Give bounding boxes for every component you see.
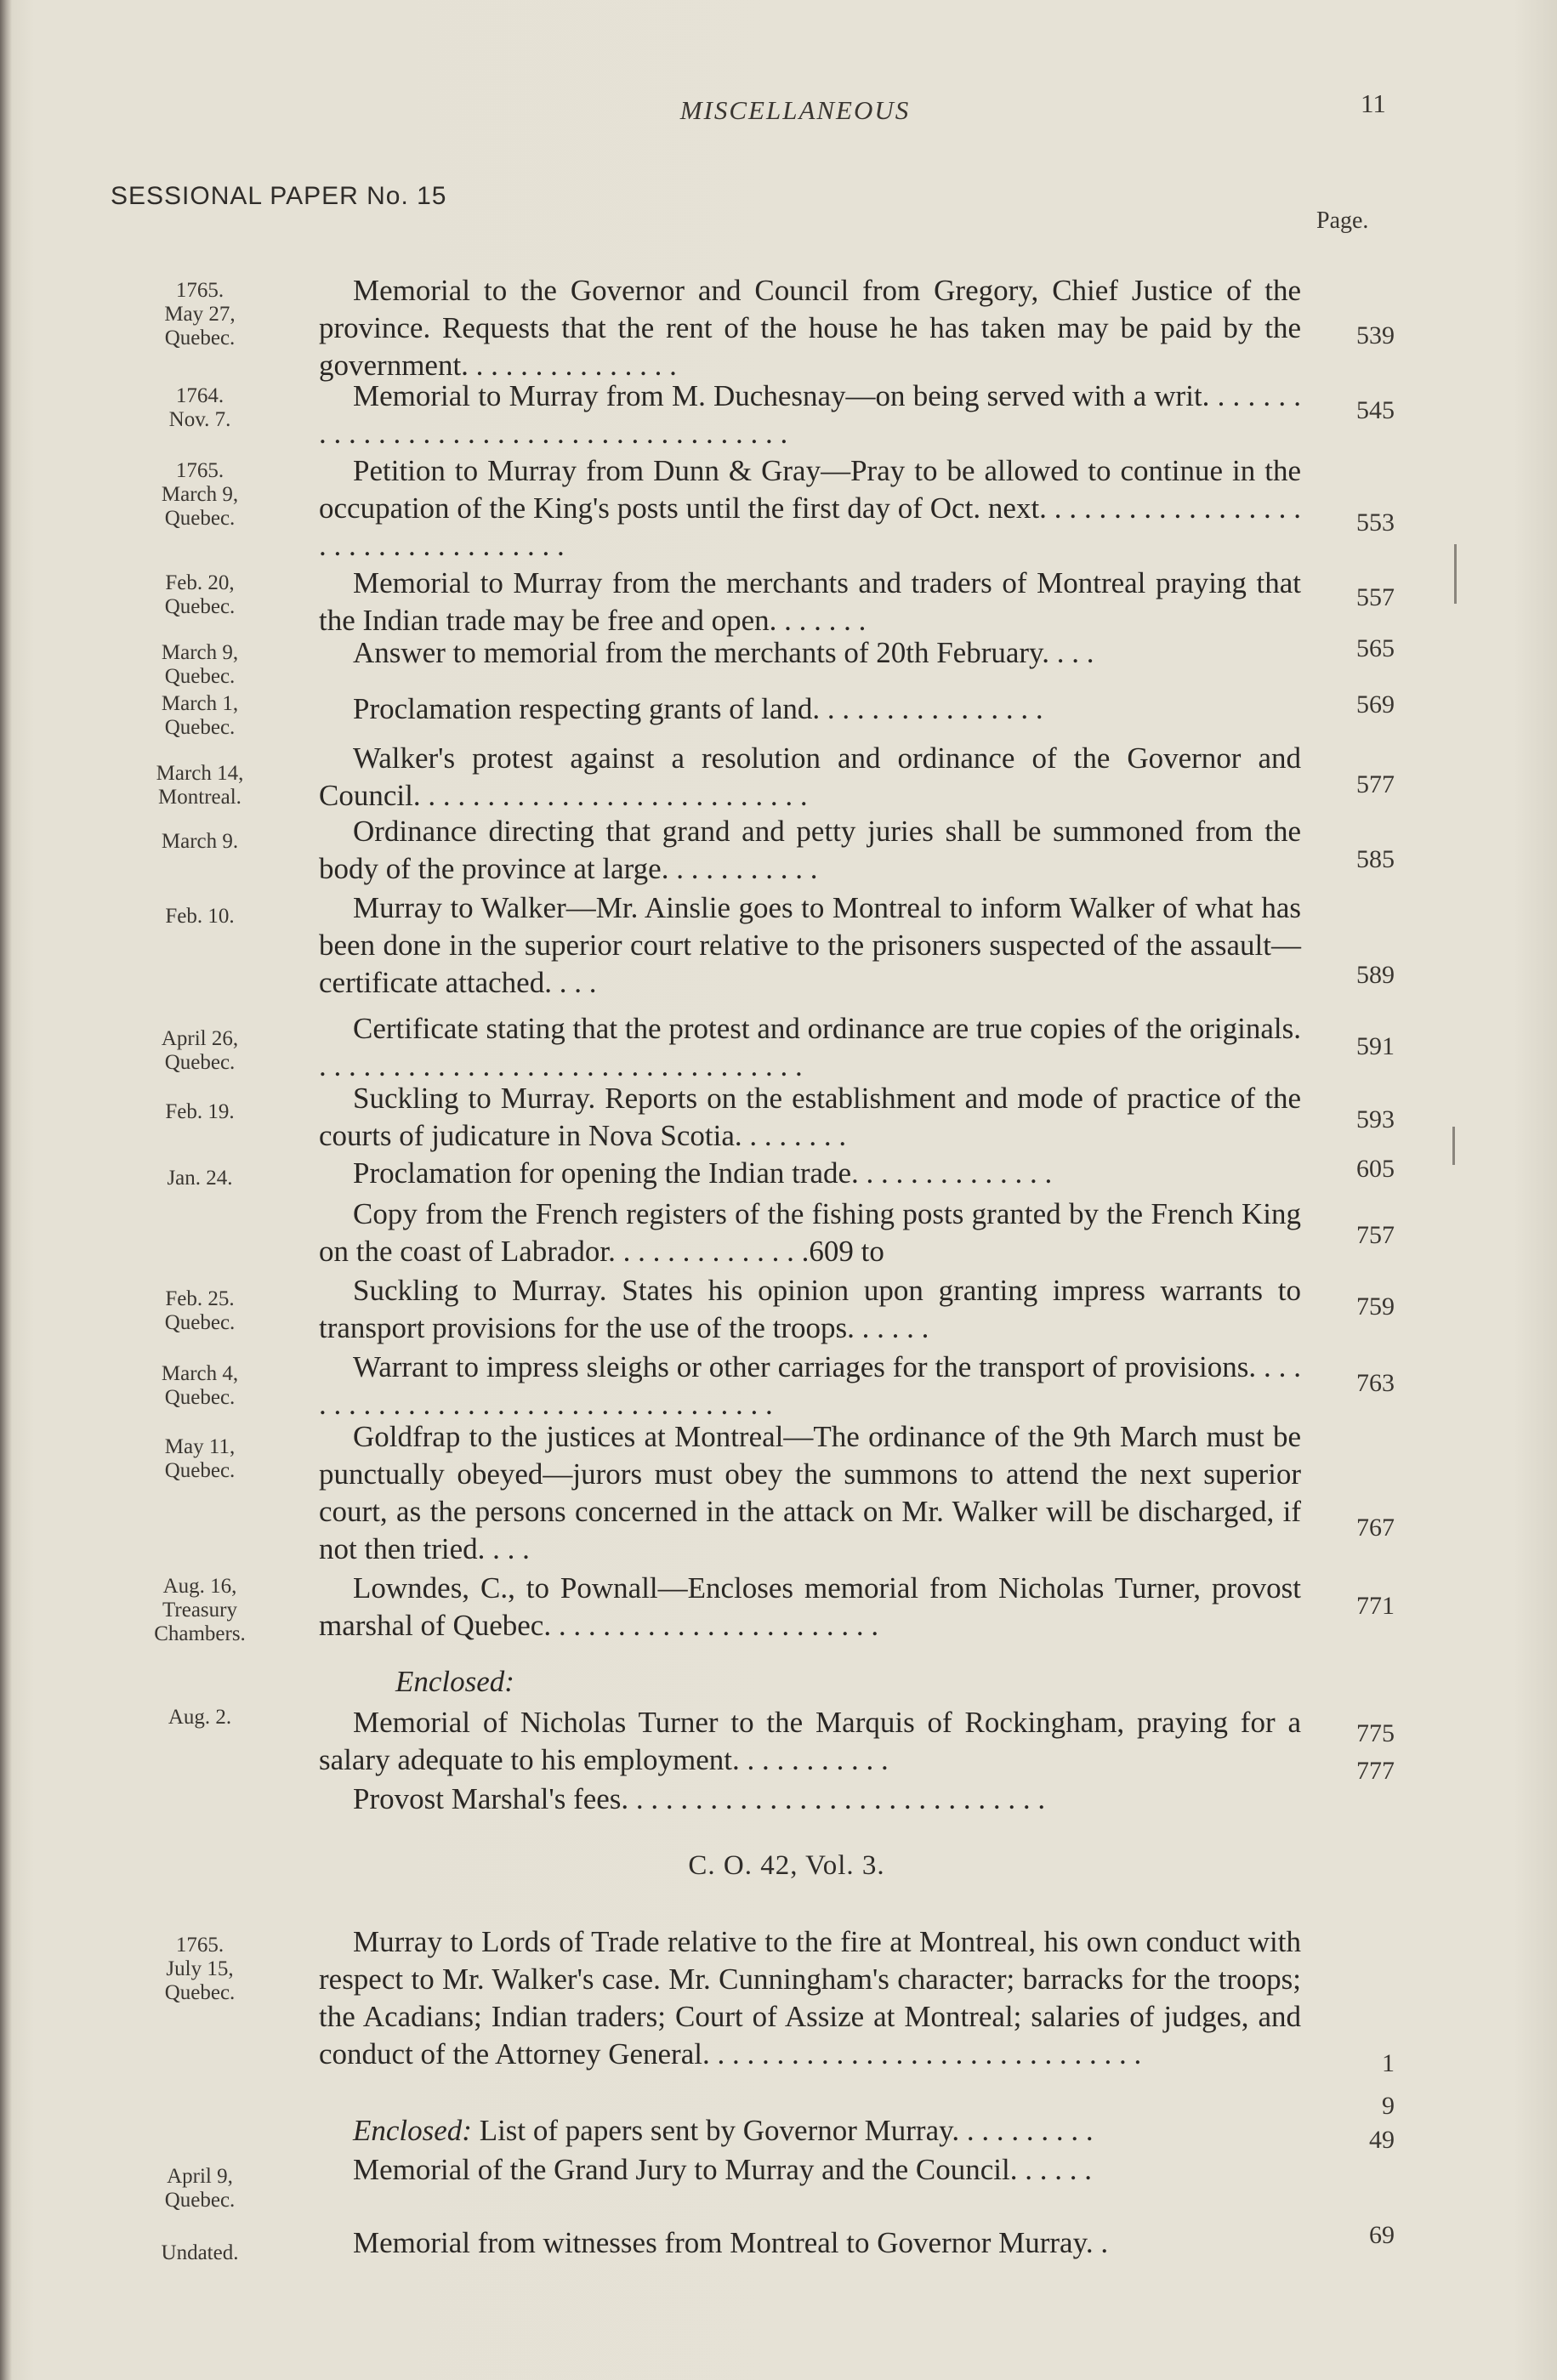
entry-page: 591 <box>1356 1032 1395 1060</box>
entry-page: 553 <box>1356 508 1395 537</box>
entry-description: Answer to memorial from the merchants of 20th February. . . . <box>353 636 1094 669</box>
entry-date: Feb. 20, Quebec. <box>164 571 236 618</box>
entry-date: March 1, Quebec. <box>161 692 239 739</box>
entry-date: March 9, Quebec. <box>161 641 239 688</box>
entry-description: Murray to Walker—Mr. Ainslie goes to Montreal to inform Walker of what has been done in the superior court relative to the prisoners suspected of the assault—certificate attached. . . . <box>319 891 1301 999</box>
entry-page: 605 <box>1356 1155 1395 1183</box>
entry-description: Memorial to Murray from the merchants and traders of Montreal praying that the Indian trade may be free and open. . . . . . . <box>319 566 1301 637</box>
entry-date: Feb. 19. <box>165 1100 235 1123</box>
entry-date: Jan. 24. <box>167 1167 233 1190</box>
entry-page: 757 <box>1356 1221 1395 1249</box>
entry-description: Proclamation for opening the Indian trade. . . . . . . . . . . . . . <box>353 1156 1053 1190</box>
entry-description: Copy from the French registers of the fishing posts granted by the French King on the coast of Labrador. . . . . . . . . . . . . .609 to <box>319 1197 1301 1268</box>
entry-date: March 14, Montreal. <box>156 762 244 809</box>
entry-page: 577 <box>1356 770 1395 798</box>
enclosed-heading: Enclosed: <box>395 1665 514 1698</box>
entry-description: Proclamation respecting grants of land. . . . . . . . . . . . . . . . <box>353 692 1043 725</box>
entry-description: Provost Marshal's fees. . . . . . . . . . . . . . . . . . . . . . . . . . . . . <box>353 1782 1046 1815</box>
entry-text: Murray to Lords of Trade relative to the fire at Montreal, his own conduct with respect to Mr. Walker's case. Mr. Cunningham's character; barracks for the troops; the Acadians; Indian traders; Court of Assize at Montreal; salaries of judges, and conduct of the Attorney General. . . . . . . . . . . . . . . . . . . . . . . . . . . . . . <box>319 1925 1301 2070</box>
entry-date: Aug. 16, Treasury Chambers. <box>154 1575 246 1645</box>
entry-page: 9 <box>1382 2092 1395 2120</box>
margin-pencil-mark <box>1454 544 1457 604</box>
entry-text: List of papers sent by Governor Murray. . . . . . . . . . <box>471 2114 1094 2147</box>
entry-page: 49 <box>1369 2126 1395 2154</box>
entry-date: 1764. Nov. 7. <box>168 384 231 431</box>
entry-date: 1765. May 27, Quebec. <box>164 279 236 349</box>
entry-page: 777 <box>1356 1757 1395 1785</box>
sessional-paper-label: SESSIONAL PAPER No. 15 <box>111 182 447 210</box>
page-number: 11 <box>1361 88 1386 118</box>
entry-text: Memorial from witnesses from Montreal to Governor Murray. . <box>353 2226 1109 2259</box>
entry-date: Feb. 25. Quebec. <box>164 1287 236 1334</box>
entry-date: May 11, Quebec. <box>164 1435 236 1482</box>
entry-date: Undated. <box>161 2241 239 2264</box>
entry-description <box>319 2112 1301 2150</box>
entry-page: 1 <box>1382 2049 1395 2077</box>
entry-date: April 9, Quebec. <box>164 2165 236 2212</box>
entry-description <box>319 1923 1301 2073</box>
entry-page: 585 <box>1356 845 1395 873</box>
entry-page: 759 <box>1356 1292 1395 1321</box>
entry-date: 1765. July 15, Quebec. <box>164 1934 236 2004</box>
entry-description: Memorial of Nicholas Turner to the Marquis of Rockingham, praying for a salary adequate to his employment. . . . . . . . . . . <box>319 1706 1301 1776</box>
margin-pencil-mark <box>1452 1127 1455 1165</box>
entry-lead: Enclosed: <box>353 2114 472 2147</box>
entry-page: 545 <box>1356 396 1395 424</box>
entry-description: Memorial to Murray from M. Duchesnay—on being served with a writ. . . . . . . . . . . . . . . . . . . . . . . . . . . . . . . . . . . . . . . <box>319 379 1301 450</box>
page-binding-edge <box>0 0 12 2380</box>
entry-description: Lowndes, C., to Pownall—Encloses memorial from Nicholas Turner, provost marshal of Quebec. . . . . . . . . . . . . . . . . . . . . . . <box>319 1571 1301 1642</box>
entry-page: 763 <box>1356 1369 1395 1397</box>
entry-page: 69 <box>1369 2221 1395 2249</box>
entry-description: Ordinance directing that grand and petty juries shall be summoned from the body of the province at large. . . . . . . . . . . <box>319 815 1301 885</box>
entry-page: 775 <box>1356 1719 1395 1747</box>
entry-page: 593 <box>1356 1105 1395 1133</box>
entry-description: Memorial to the Governor and Council from Gregory, Chief Justice of the province. Requests that the rent of the house he has taken may be paid by the government. . . . . . . . . . . . . . . <box>319 274 1301 382</box>
page-column-heading: Page. <box>1316 207 1369 234</box>
section-heading: C. O. 42, Vol. 3. <box>688 1850 885 1881</box>
entry-page: 557 <box>1356 583 1395 611</box>
entry-date: April 26, Quebec. <box>161 1027 239 1074</box>
entry-page: 767 <box>1356 1514 1395 1542</box>
running-head: MISCELLANEOUS <box>679 95 911 125</box>
entry-date: 1765. March 9, Quebec. <box>161 459 239 530</box>
entry-description: Suckling to Murray. States his opinion upon granting impress warrants to transport provisions for the use of the troops. . . . . . <box>319 1274 1301 1344</box>
entry-page: 569 <box>1356 690 1395 719</box>
entry-date: Aug. 2. <box>168 1706 232 1729</box>
entry-description: Warrant to impress sleighs or other carriages for the transport of provisions. . . . . . . . . . . . . . . . . . . . . . . . . . . . . . . . . . . <box>319 1350 1301 1421</box>
entry-text: Memorial of the Grand Jury to Murray and the Council. . . . . . <box>353 2153 1092 2186</box>
entry-date: March 4, Quebec. <box>161 1362 239 1409</box>
entry-page: 565 <box>1356 634 1395 662</box>
entry-description: Petition to Murray from Dunn & Gray—Pray to be allowed to continue in the occupation of the King's posts until the first day of Oct. next. . . . . . . . . . . . . . . . . . . . . . . . . . . . . . . . . . . <box>319 454 1301 562</box>
entry-description: Certificate stating that the protest and ordinance are true copies of the originals. . . . . . . . . . . . . . . . . . . . . . . . . . . . . . . . . . <box>319 1012 1301 1082</box>
entry-description <box>319 2151 1301 2189</box>
entry-description <box>319 2224 1301 2262</box>
entry-date: Feb. 10. <box>165 905 235 928</box>
entry-page: 771 <box>1356 1592 1395 1620</box>
entry-page: 539 <box>1356 321 1395 349</box>
entry-description: Suckling to Murray. Reports on the establishment and mode of practice of the courts of judicature in Nova Scotia. . . . . . . . <box>319 1082 1301 1152</box>
entry-page: 589 <box>1356 961 1395 989</box>
entry-description: Goldfrap to the justices at Montreal—The ordinance of the 9th March must be punctually obeyed—jurors must obey the summons to attend the next superior court, as the persons concerned in the attack on Mr. Walker will be discharged, if not then tried. . . . <box>319 1420 1301 1565</box>
entry-description: Walker's protest against a resolution and ordinance of the Governor and Council. . . . . . . . . . . . . . . . . . . . . . . . . . . <box>319 741 1301 812</box>
entry-date: March 9. <box>161 830 239 853</box>
